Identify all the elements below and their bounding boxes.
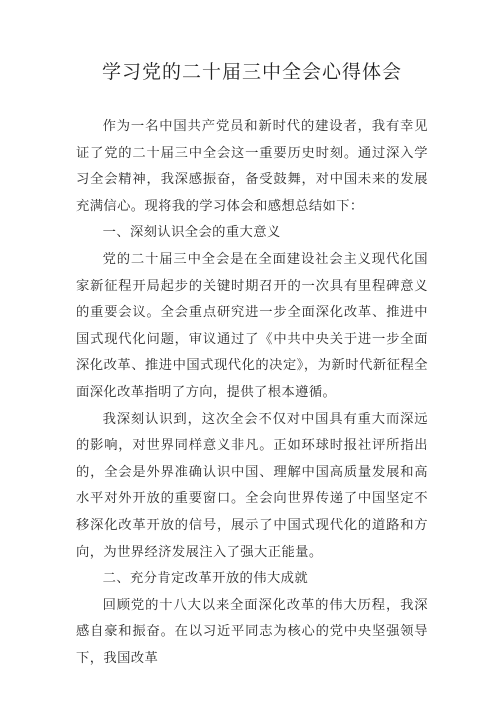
intro-paragraph: 作为一名中国共产党员和新时代的建设者，我有幸见证了党的二十届三中全会这一重要历史时刻。通过深入学习全会精神，我深感振奋，备受鼓舞，对中国未来的发展充满信心。现将我的学习体会和感想总结如下： [76, 119, 428, 214]
document-title: 学习党的二十届三中全会心得体会 [101, 61, 402, 83]
section1-paragraph-1: 党的二十届三中全会是在全面建设社会主义现代化国家新征程开局起步的关键时期召开的一次具有里程碑意义的重要会议。全会重点研究进一步全面深化改革、推进中国式现代化问题，审议通过了《中共中央关于进一步全面深化改革、推进中国式现代化的决定》，为新时代新征程全面深化改革指明了方向，提供了根本遵循。 [76, 251, 428, 400]
section-heading-2: 二、充分肯定改革开放的伟大成就 [102, 571, 309, 587]
section1-paragraph-2: 我深刻认识到，这次全会不仅对中国具有重大而深远的影响，对世界同样意义非凡。正如环球时报社评所指出的，全会是外界准确认识中国、理解中国高质量发展和高水平对外开放的重要窗口。全会向世界传递了中国坚定不移深化改革开放的信号，展示了中国式现代化的道路和方向，为世界经济发展注入了强大正能量。 [76, 411, 428, 560]
section2-paragraph-1: 回顾党的十八大以来全面深化改革的伟大历程，我深感自豪和振奋。在以习近平同志为核心的党中央坚强领导下，我国改革 [76, 597, 428, 666]
section-heading-1: 一、深刻认识全会的重大意义 [102, 225, 281, 241]
